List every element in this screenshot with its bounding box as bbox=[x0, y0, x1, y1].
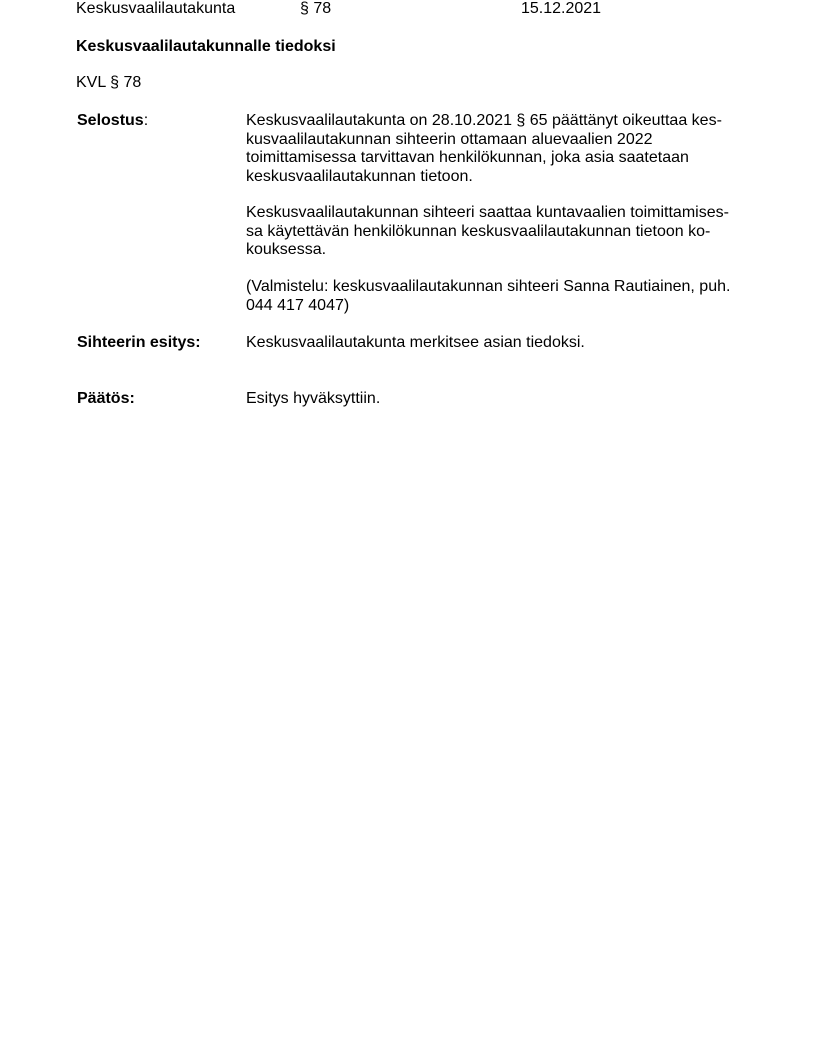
reference-number: KVL § 78 bbox=[76, 74, 142, 91]
header-paragraph-number: § 78 bbox=[300, 0, 332, 17]
header-meeting-date: 15.12.2021 bbox=[521, 0, 602, 17]
text-line: kusvaalilautakunnan sihteerin ottamaan aluevaalien 2022 bbox=[246, 130, 653, 148]
text-line: kouksessa. bbox=[246, 241, 327, 258]
text-line: Keskusvaalilautakunta on 28.10.2021 § 65 päättänyt oikeuttaa kes- bbox=[246, 112, 722, 129]
header-body-name: Keskusvaalilautakunta bbox=[76, 0, 236, 17]
proposal-text: Keskusvaalilautakunta merkitsee asian tiedoksi. bbox=[246, 334, 585, 351]
text-line: 044 417 4047) bbox=[246, 296, 350, 314]
text-line: (Valmistelu: keskusvaalilautakunnan sihteeri Sanna Rautiainen, puh. bbox=[246, 278, 731, 295]
decision-text: Esitys hyväksyttiin. bbox=[246, 390, 381, 407]
selostus-paragraph-2 bbox=[246, 204, 746, 260]
proposal-label: Sihteerin esitys: bbox=[77, 334, 201, 351]
selostus-paragraph-3 bbox=[246, 278, 746, 315]
selostus-label bbox=[77, 112, 148, 130]
text-line: Keskusvaalilautakunnan sihteeri saattaa kuntavaalien toimittamises- bbox=[246, 204, 729, 221]
selostus-label-text: Selostus bbox=[77, 112, 144, 129]
text-line: toimittamisessa tarvittavan henkilökunnan, joka asia saatetaan bbox=[246, 149, 689, 166]
subject-heading: Keskusvaalilautakunnalle tiedoksi bbox=[76, 38, 336, 55]
selostus-label-colon: : bbox=[143, 112, 149, 129]
text-line: sa käytettävän henkilökunnan keskusvaalilautakunnan tietoon ko- bbox=[246, 222, 711, 240]
selostus-paragraph-1 bbox=[246, 112, 746, 186]
decision-label: Päätös: bbox=[77, 390, 135, 407]
text-line: keskusvaalilautakunnan tietoon. bbox=[246, 167, 473, 185]
